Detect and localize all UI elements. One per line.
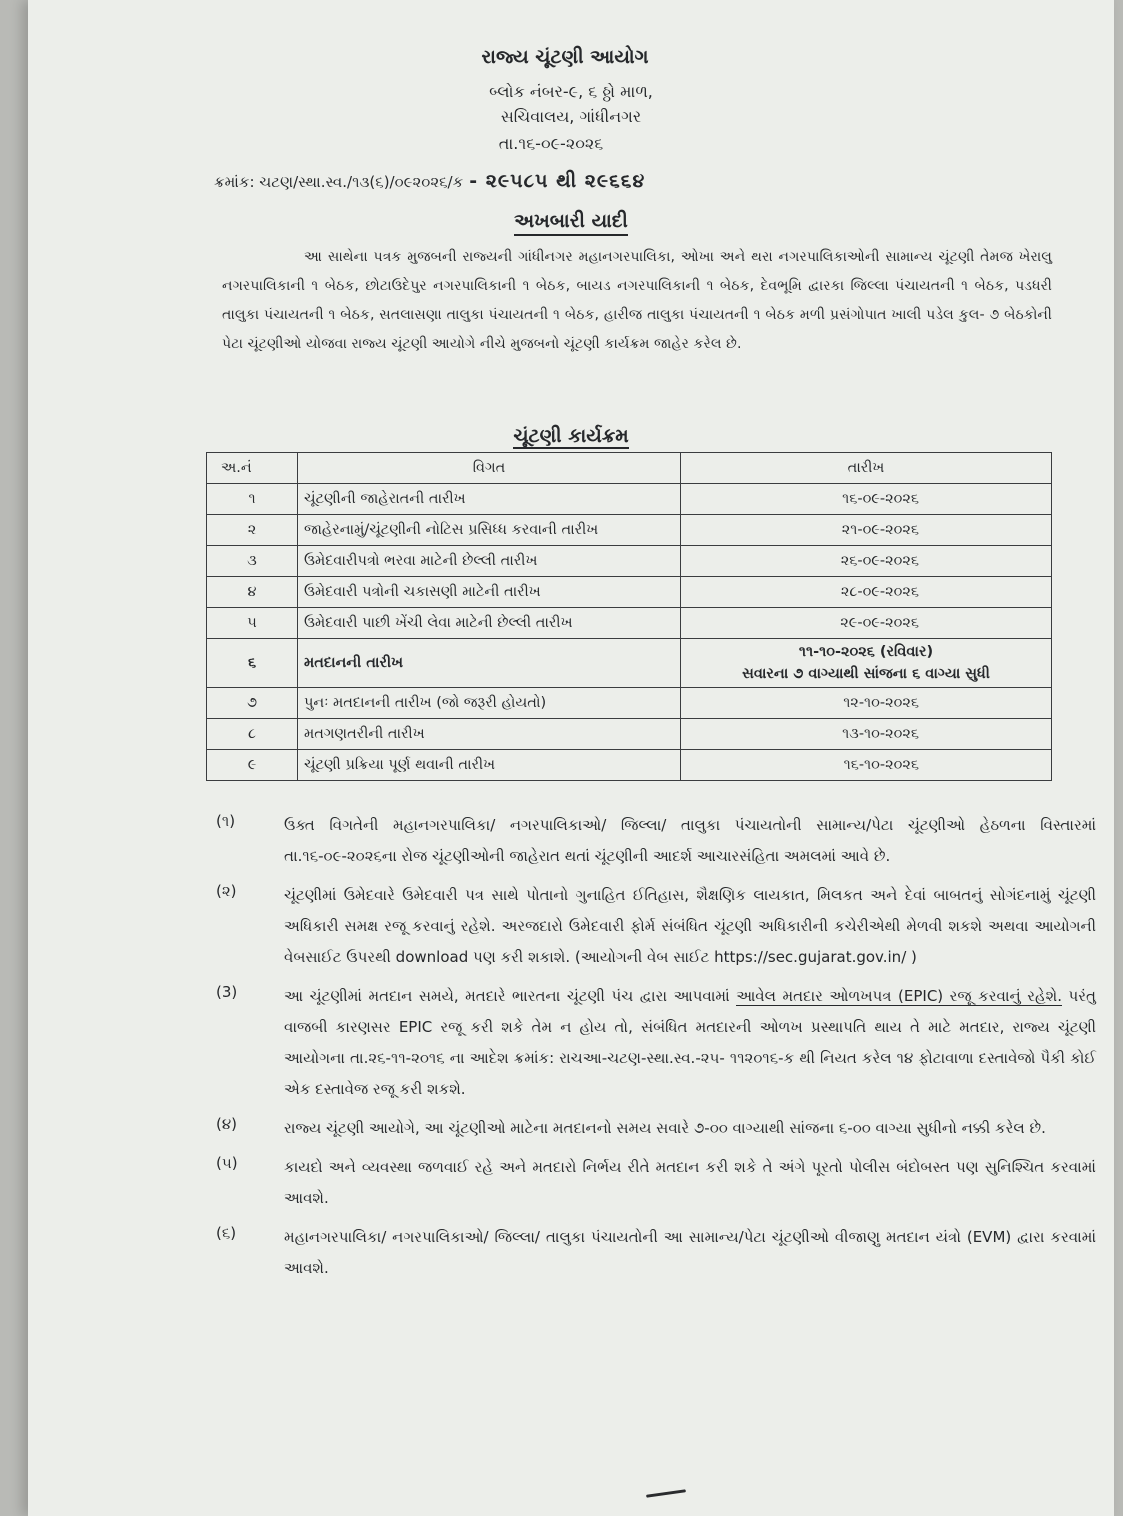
notes-list xyxy=(216,810,1096,1292)
note-text: ઉક્ત વિગતેની મહાનગરપાલિકા/ નગરપાલિકાઓ/ જિલ્લા/ તાલુકા પંચાયતોની સામાન્ય/પેટા ચૂંટણીઓ હેઠળના વિસ્તારમાં તા.૧૬-૦૯-૨૦૨૬ના રોજ ચૂંટણીઓની જાહેરાત થતાં ચૂંટણીની આદર્શ આચારસંહિતા અમલમાં આવે છે. xyxy=(284,816,1096,865)
handwritten-reference-range: - ૨૯૫૮૫ થી ૨૯૬૬૪ xyxy=(469,170,646,192)
note-text xyxy=(284,981,1096,1105)
row-date: ૧૬-૦૯-૨૦૨૬ xyxy=(681,484,1052,515)
row-date: ૧૩-૧૦-૨૦૨૬ xyxy=(681,719,1052,750)
row-description: ઉમેદવારી પત્રોની ચકાસણી માટેની તારીખ xyxy=(298,577,681,608)
table-row-polling-date xyxy=(207,639,1052,688)
row-description: ચૂંટણીની જાહેરાતની તારીખ xyxy=(298,484,681,515)
note-text: ચૂંટણીમાં ઉમેદવારે ઉમેદવારી પત્ર સાથે પોતાનો ગુનાહિત ઈતિહાસ, શૈક્ષણિક લાયકાત, મિલકત અને દેવાં બાબતનું સોગંદનામું ચૂંટણી અધિકારી સમક્ષ રજૂ કરવાનું રહેશે. અરજદારો ઉમેદવારી ફોર્મ સંબંધિત ચૂંટણી અધિકારીની કચેરીએથી મેળવી શકશે અથવા આયોગની વેબસાઈટ ઉપરથી download પણ કરી શકાશે. (આયોગની વેબ સાઈટ https://sec.gujarat.gov.in/ ) xyxy=(284,886,1096,966)
row-date: ૨૬-૦૯-૨૦૨૬ xyxy=(681,546,1052,577)
row-number: ૯ xyxy=(207,750,298,781)
note-text: મહાનગરપાલિકા/ નગરપાલિકાઓ/ જિલ્લા/ તાલુકા પંચાયતોની આ સામાન્ય/પેટા ચૂંટણીઓ વીજાણુ મતદાન યંત્રો (EVM) દ્વારા કરવામાં આવશે. xyxy=(284,1228,1096,1277)
ink-mark xyxy=(646,1489,686,1498)
list-item xyxy=(216,1113,1096,1144)
row-number: ૧ xyxy=(207,484,298,515)
row-description: ઉમેદવારીપત્રો ભરવા માટેની છેલ્લી તારીખ xyxy=(298,546,681,577)
document-page xyxy=(28,0,1114,1516)
list-item xyxy=(216,1152,1096,1214)
table-row xyxy=(207,719,1052,750)
reference-number: ક્રમાંક: ચટણ/સ્થા.સ્વ./૧૩(૬)/૦૯૨૦૨૬/ક xyxy=(214,173,464,191)
document-date: તા.૧૬-૦૯-૨૦૨૬ xyxy=(498,134,604,153)
polling-date: ૧૧-૧૦-૨૦૨૬ (રવિવાર) xyxy=(798,644,934,660)
note-number: (3) xyxy=(216,983,238,1001)
election-schedule-table xyxy=(206,452,1052,781)
polling-hours: સવારના ૭ વાગ્યાથી સાંજના ૬ વાગ્યા સુધી xyxy=(742,666,990,682)
row-description: પુનઃ મતદાનની તારીખ (જો જરૂરી હોયતો) xyxy=(298,688,681,719)
programme-title-text: ચૂંટણી કાર્યક્રમ xyxy=(513,425,629,447)
list-item xyxy=(216,981,1096,1105)
note-number: (૫) xyxy=(216,1154,238,1172)
note-text: કાયદો અને વ્યવસ્થા જળવાઈ રહે અને મતદારો નિર્ભય રીતે મતદાન કરી શકે તે અંગે પૂરતો પોલીસ બંદોબસ્ત પણ સુનિશ્ચિત કરવામાં આવશે. xyxy=(284,1158,1096,1207)
table-header-row xyxy=(207,453,1052,484)
column-header-serial: અ.નં xyxy=(207,453,298,484)
intro-paragraph xyxy=(222,243,1052,359)
note-text-part-1: આ ચૂંટણીમાં મતદાન સમયે, મતદારે ભારતના ચૂંટણી પંચ દ્વારા આપવામાં xyxy=(284,987,737,1005)
row-date: ૧૨-૧૦-૨૦૨૬ xyxy=(681,688,1052,719)
programme-title xyxy=(28,425,1114,447)
row-number: ૪ xyxy=(207,577,298,608)
row-description: મતદાનની તારીખ xyxy=(298,639,681,688)
row-number: ૭ xyxy=(207,688,298,719)
note-text: રાજ્ય ચૂંટણી આયોગે, આ ચૂંટણીઓ માટેના મતદાનનો સમય સવારે ૭-૦૦ વાગ્યાથી સાંજના ૬-૦૦ વાગ્યા સુધીનો નક્કી કરેલ છે. xyxy=(284,1119,1046,1137)
intro-text: આ સાથેના પત્રક મુજબની રાજ્યની ગાંધીનગર મહાનગરપાલિકા, ઓખા અને થરા નગરપાલિકાઓની સામાન્ય ચૂંટણી તેમજ ખેરાલુ નગરપાલિકાની ૧ બેઠક, છોટાઉદેપુર નગરપાલિકાની ૧ બેઠક, બાયડ નગરપાલિકાની ૧ બેઠક, દેવભૂમિ દ્વારકા જિલ્લા પંચાયતની ૧ બેઠક, પડધરી તાલુકા પંચાયતની ૧ બેઠક, સતલાસણા તાલુકા પંચાયતની ૧ બેઠક, હારીજ તાલુકા પંચાયતની ૧ બેઠક મળી પ્રસંગોપાત ખાલી પડેલ કુલ- ૭ બેઠકોની પેટા ચૂંટણીઓ યોજવા રાજ્ય ચૂંટણી આયોગે નીચે મુજબનો ચૂંટણી કાર્યક્રમ જાહેર કરેલ છે. xyxy=(222,249,1052,352)
row-description: ચૂંટણી પ્રક્રિયા પૂર્ણ થવાની તારીખ xyxy=(298,750,681,781)
table-row xyxy=(207,546,1052,577)
note-number: (૨) xyxy=(216,882,237,900)
list-item xyxy=(216,810,1096,872)
commission-title: રાજ્ય ચૂંટણી આયોગ xyxy=(481,46,649,68)
row-description: જાહેરનામું/ચૂંટણીની નોટિસ પ્રસિધ્ધ કરવાની તારીખ xyxy=(298,515,681,546)
table-row xyxy=(207,608,1052,639)
table-row xyxy=(207,484,1052,515)
row-number: ૩ xyxy=(207,546,298,577)
row-description: મતગણતરીની તારીખ xyxy=(298,719,681,750)
row-date: ૨૮-૦૯-૨૦૨૬ xyxy=(681,577,1052,608)
column-header-date: તારીખ xyxy=(681,453,1052,484)
reference-number-line xyxy=(214,170,645,192)
row-date xyxy=(681,639,1052,688)
note-text-underlined: આવેલ મતદાર ઓળખપત્ર (EPIC) રજૂ કરવાનું રહેશે. xyxy=(736,987,1062,1005)
row-description: ઉમેદવારી પાછી ખેંચી લેવા માટેની છેલ્લી તારીખ xyxy=(298,608,681,639)
list-item xyxy=(216,1222,1096,1284)
address-line-2: સચિવાલય, ગાંધીનગર xyxy=(500,107,642,126)
column-header-details: વિગત xyxy=(298,453,681,484)
note-text-part-2: પરંતુ વાજબી કારણસર EPIC રજૂ કરી શકે તેમ ન હોય તો, સંબંધિત મતદારની ઓળખ પ્રસ્થાપતિ થાય તે માટે મતદાર, રાજ્ય ચૂંટણી આયોગના તા.૨૬-૧૧-૨૦૧૬ ના આદેશ ક્રમાંક: રાચઆ-ચટણ-સ્થા.સ્વ.-૨૫- ૧૧૨૦૧૬-ક થી નિયત કરેલ ૧૪ ફોટાવાળા દસ્તાવેજો પૈકી કોઈ એક દસ્તાવેજ રજૂ કરી શકશે. xyxy=(284,987,1096,1098)
note-number: (૪) xyxy=(216,1115,238,1133)
row-number: ૨ xyxy=(207,515,298,546)
row-date: ૨૧-૦૯-૨૦૨૬ xyxy=(681,515,1052,546)
row-number: ૫ xyxy=(207,608,298,639)
row-number: ૬ xyxy=(207,639,298,688)
table-row xyxy=(207,515,1052,546)
note-number: (૧) xyxy=(216,812,236,830)
row-number: ૮ xyxy=(207,719,298,750)
list-item xyxy=(216,880,1096,973)
note-number: (૬) xyxy=(216,1224,237,1242)
address-line-1: બ્લોક નંબર-૯, ૬ ઠ્ઠો માળ, xyxy=(489,82,653,101)
press-release-title xyxy=(28,210,1114,232)
table-row xyxy=(207,750,1052,781)
table-row xyxy=(207,688,1052,719)
press-release-title-text: અખબારી યાદી xyxy=(514,210,628,236)
row-date: ૧૬-૧૦-૨૦૨૬ xyxy=(681,750,1052,781)
row-date: ૨૯-૦૯-૨૦૨૬ xyxy=(681,608,1052,639)
table-row xyxy=(207,577,1052,608)
